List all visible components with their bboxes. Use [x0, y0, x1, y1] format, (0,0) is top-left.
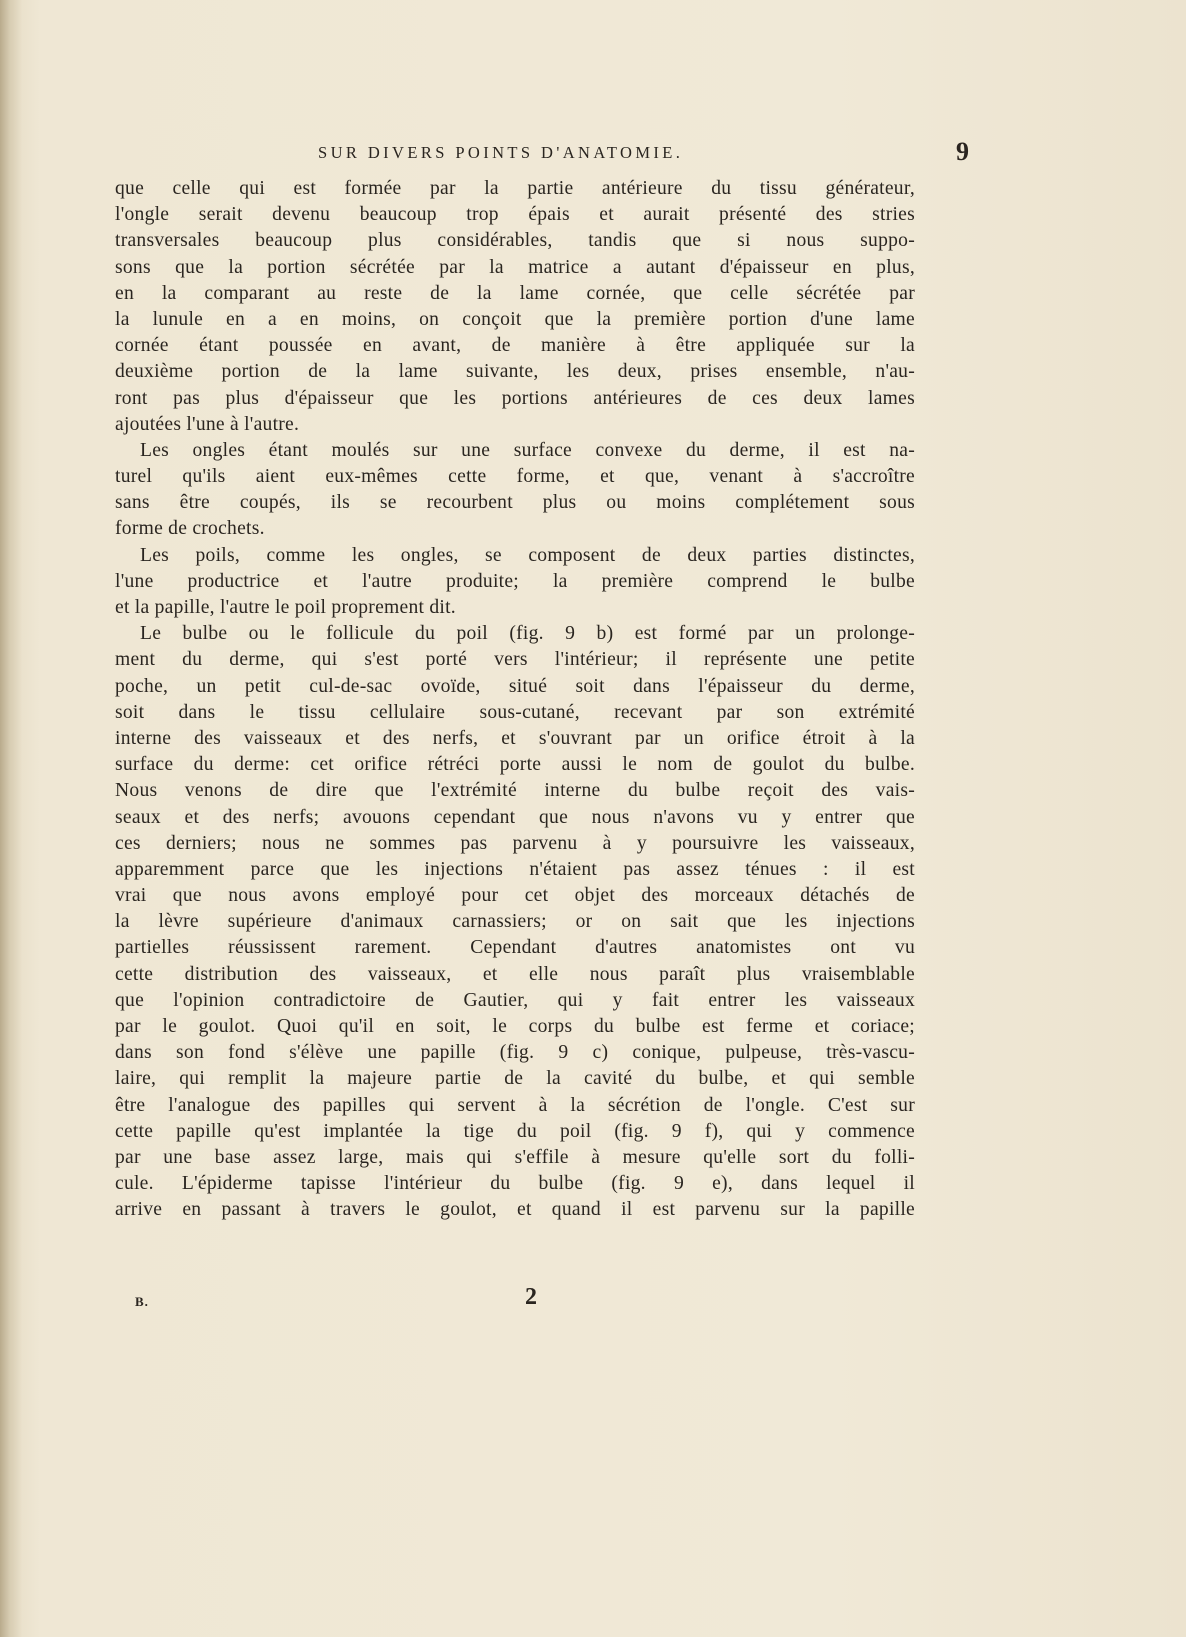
text-line: en la comparant au reste de la lame cornée, que celle sécrétée par [115, 282, 915, 304]
text-line: laire, qui remplit la majeure partie de la cavité du bulbe, et qui semble [115, 1068, 915, 1090]
text-line: transversales beaucoup plus considérables, tandis que si nous suppo- [115, 230, 915, 252]
text-line: cette distribution des vaisseaux, et elle nous paraît plus vraisemblable [115, 963, 915, 985]
text-line: et la papille, l'autre le poil proprement dit. [115, 597, 456, 618]
text-line: forme de crochets. [115, 518, 265, 540]
text-line: vrai que nous avons employé pour cet objet des morceaux détachés de [115, 885, 915, 907]
text-line: par une base assez large, mais qui s'effile à mesure qu'elle sort du folli- [115, 1146, 915, 1168]
text-line: que l'opinion contradictoire de Gautier, qui y fait entrer les vaisseaux [115, 989, 915, 1011]
text-line: la lunule en a en moins, on conçoit que la première portion d'une lame [115, 308, 915, 330]
text-line: Nous venons de dire que l'extrémité interne du bulbe reçoit des vais- [115, 780, 915, 802]
text-line: sans être coupés, ils se recourbent plus ou moins complétement sous [115, 492, 915, 514]
text-line: cornée étant poussée en avant, de manière à être appliquée sur la [115, 335, 915, 357]
paragraph-start-line: Le bulbe ou le follicule du poil (fig. 9 b) est formé par un prolonge- [140, 623, 915, 645]
text-line: être l'analogue des papilles qui servent à la sécrétion de l'ongle. C'est sur [115, 1094, 915, 1116]
text-line: par le goulot. Quoi qu'il en soit, le corps du bulbe est ferme et coriace; [115, 1016, 915, 1037]
page-footer [0, 1284, 1186, 1320]
text-line: ces derniers; nous ne sommes pas parvenu à y poursuivre les vaisseaux, [115, 832, 915, 854]
text-line: cule. L'épiderme tapisse l'intérieur du bulbe (fig. 9 e), dans lequel il [115, 1173, 915, 1195]
text-line: deuxième portion de la lame suivante, les deux, prises ensemble, n'au- [115, 361, 915, 383]
text-line: soit dans le tissu cellulaire sous-cutané, recevant par son extrémité [115, 701, 915, 723]
text-line: interne des vaisseaux et des nerfs, et s'ouvrant par un orifice étroit à la [115, 727, 915, 749]
sheet-number: 2 [525, 1284, 537, 1310]
page-number: 9 [956, 137, 969, 166]
text-line: ront pas plus d'épaisseur que les portions antérieures de ces deux lames [115, 387, 915, 409]
text-line: dans son fond s'élève une papille (fig. 9 c) conique, pulpeuse, très-vascu- [115, 1042, 915, 1064]
text-line: poche, un petit cul-de-sac ovoïde, situé soit dans l'épaisseur du derme, [115, 675, 915, 697]
paragraph-start-line: Les ongles étant moulés sur une surface convexe du derme, il est na- [140, 439, 915, 461]
text-line: l'une productrice et l'autre produite; la première comprend le bulbe [115, 570, 915, 592]
text-line: partielles réussissent rarement. Cependant d'autres anatomistes ont vu [115, 937, 915, 959]
text-line: cette papille qu'est implantée la tige du poil (fig. 9 f), qui y commence [115, 1120, 915, 1142]
paragraph-start-line: Les poils, comme les ongles, se composent de deux parties distinctes, [140, 544, 915, 566]
text-line: surface du derme: cet orifice rétréci porte aussi le nom de goulot du bulbe. [115, 754, 915, 776]
text-line: ment du derme, qui s'est porté vers l'intérieur; il représente une petite [115, 649, 915, 671]
text-line: que celle qui est formée par la partie antérieure du tissu générateur, [115, 178, 915, 199]
text-line: ajoutées l'une à l'autre. [115, 413, 300, 435]
text-line: arrive en passant à travers le goulot, et quand il est parvenu sur la papille [115, 1199, 915, 1221]
text-line: apparemment parce que les injections n'étaient pas assez ténues : il est [115, 858, 915, 880]
running-head [0, 137, 1186, 177]
running-title: SUR DIVERS POINTS D'ANATOMIE. [318, 143, 684, 162]
text-line: turel qu'ils aient eux-mêmes cette forme, et que, venant à s'accroître [115, 466, 915, 488]
text-line: seaux et des nerfs; avouons cependant que nous n'avons vu y entrer que [115, 806, 915, 828]
signature-mark: B. [135, 1294, 149, 1309]
text-line: l'ongle serait devenu beaucoup trop épais et aurait présenté des stries [115, 204, 915, 226]
text-line: la lèvre supérieure d'animaux carnassiers; or on sait que les injections [115, 911, 915, 933]
text-line: sons que la portion sécrétée par la matrice a autant d'épaisseur en plus, [115, 256, 915, 278]
page-gutter-shadow [0, 0, 22, 1637]
body-text [115, 176, 915, 1286]
